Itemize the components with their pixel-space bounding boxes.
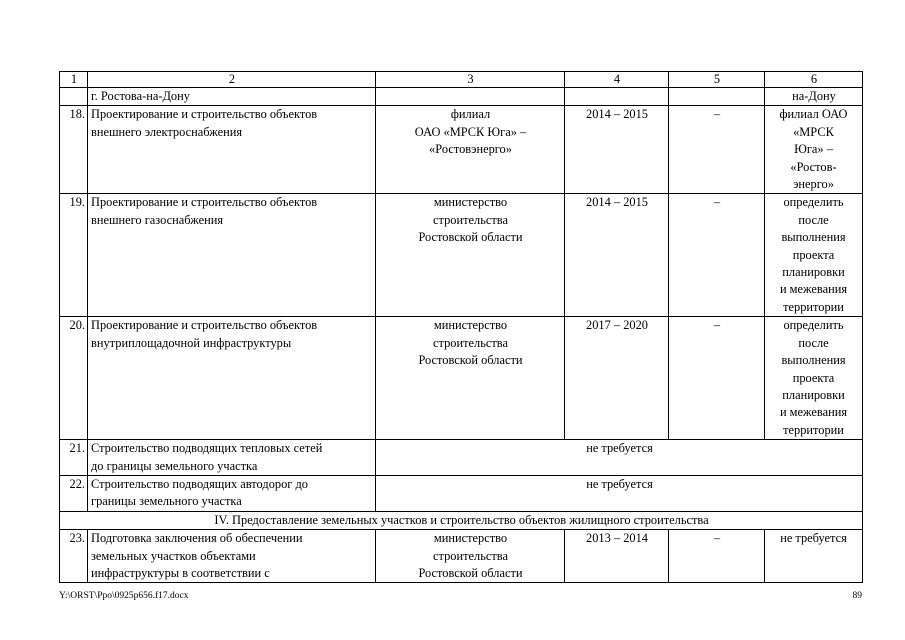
section-title: IV. Предоставление земельных участков и строительство объектов жилищного строительства — [60, 511, 863, 529]
table-row — [60, 106, 863, 194]
row-number: 19. — [60, 194, 88, 317]
row-name: Строительство подводящих автодорог до границы земельного участка — [88, 475, 376, 511]
row-col6: филиал ОАО «МРСК Юга» – «Ростов- энерго» — [765, 106, 863, 194]
continuation-text: г. Ростова-на-Дону — [88, 88, 376, 106]
document-table — [59, 71, 863, 583]
row-col5: – — [669, 317, 765, 440]
row-col5: – — [669, 194, 765, 317]
row-executor: министерство строительства Ростовской области — [376, 317, 565, 440]
empty-cell — [669, 88, 765, 106]
row-period: 2013 – 2014 — [565, 530, 669, 583]
header-cell: 4 — [565, 72, 669, 88]
row-executor: министерство строительства Ростовской области — [376, 530, 565, 583]
not-required-cell: не требуется — [376, 475, 863, 511]
row-name: Строительство подводящих тепловых сетей до границы земельного участка — [88, 440, 376, 476]
row-period: 2017 – 2020 — [565, 317, 669, 440]
continuation-text: на-Дону — [765, 88, 863, 106]
row-col6: определить после выполнения проекта планировки и межевания территории — [765, 194, 863, 317]
row-col5: – — [669, 106, 765, 194]
table-row — [60, 194, 863, 317]
row-name: Подготовка заключения об обеспечении земельных участков объектами инфраструктуры в соответствии с — [88, 530, 376, 583]
row-number: 21. — [60, 440, 88, 476]
section-row — [60, 511, 863, 529]
table-header-row — [60, 72, 863, 88]
row-number: 22. — [60, 475, 88, 511]
row-number: 20. — [60, 317, 88, 440]
empty-cell — [376, 88, 565, 106]
empty-cell — [565, 88, 669, 106]
row-period: 2014 – 2015 — [565, 194, 669, 317]
row-col6: определить после выполнения проекта планировки и межевания территории — [765, 317, 863, 440]
header-cell: 2 — [88, 72, 376, 88]
continuation-row — [60, 88, 863, 106]
table-row — [60, 475, 863, 511]
page-number: 89 — [852, 591, 862, 601]
row-number: 23. — [60, 530, 88, 583]
header-cell: 6 — [765, 72, 863, 88]
empty-cell — [60, 88, 88, 106]
table-row — [60, 530, 863, 583]
table-row — [60, 317, 863, 440]
row-col5: – — [669, 530, 765, 583]
table-row — [60, 440, 863, 476]
not-required-cell: не требуется — [376, 440, 863, 476]
row-name: Проектирование и строительство объектов внешнего газоснабжения — [88, 194, 376, 317]
row-name: Проектирование и строительство объектов внешнего электроснабжения — [88, 106, 376, 194]
header-cell: 1 — [60, 72, 88, 88]
footer-file-path: Y:\ORST\Ppo\0925p656.f17.docx — [59, 591, 189, 601]
row-period: 2014 – 2015 — [565, 106, 669, 194]
row-col6: не требуется — [765, 530, 863, 583]
row-executor: филиал ОАО «МРСК Юга» – «Ростовэнерго» — [376, 106, 565, 194]
header-cell: 3 — [376, 72, 565, 88]
row-name: Проектирование и строительство объектов внутриплощадочной инфраструктуры — [88, 317, 376, 440]
header-cell: 5 — [669, 72, 765, 88]
row-number: 18. — [60, 106, 88, 194]
row-executor: министерство строительства Ростовской области — [376, 194, 565, 317]
